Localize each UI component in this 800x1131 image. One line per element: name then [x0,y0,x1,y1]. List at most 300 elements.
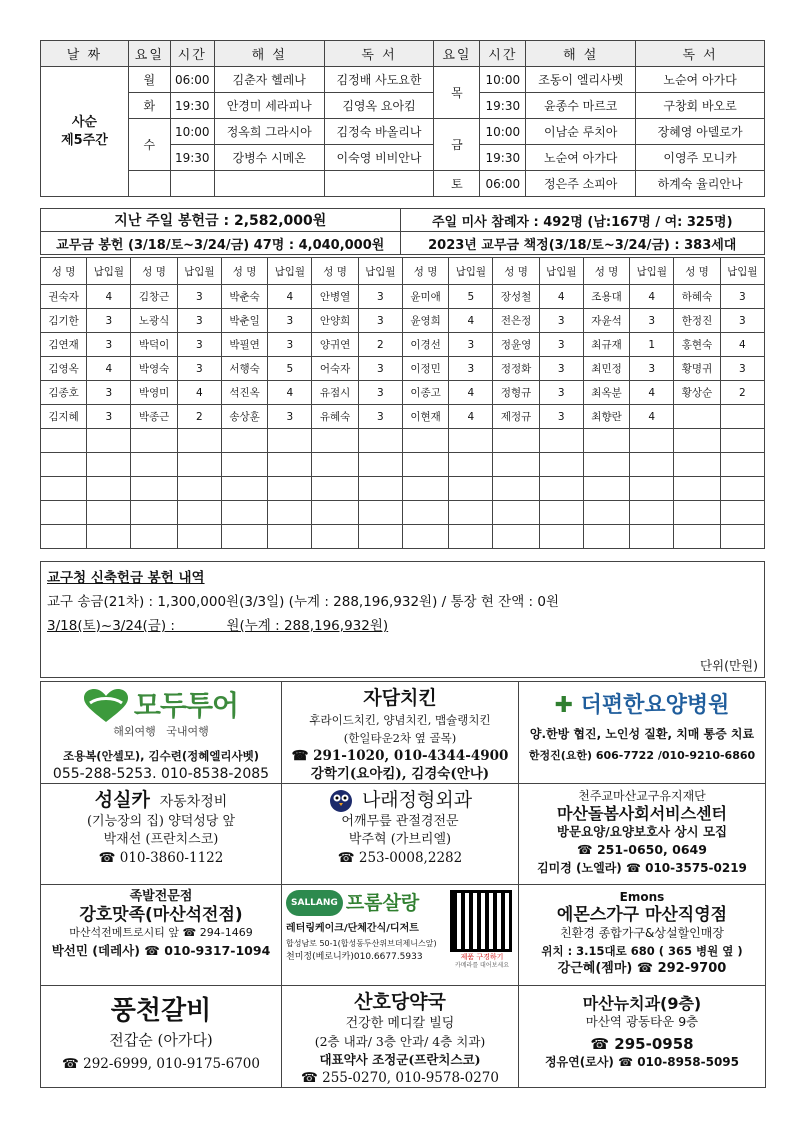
commentary-cell: 노순여 아가다 [526,145,636,171]
table-row [41,333,765,357]
donor-name-cell [221,525,267,549]
donor-name-cell: 이경선 [402,333,448,357]
donor-month-cell: 3 [539,309,583,333]
donor-name-cell [131,429,177,453]
donor-month-cell: 3 [177,309,221,333]
donor-month-cell [539,525,583,549]
col-time: 시간 [170,41,214,67]
donor-table [40,257,765,549]
reading-cell: 구창회 바오로 [636,93,765,119]
table-row [41,405,765,429]
qr-hint: 카메라를 대어보세요 [454,962,510,969]
donor-month-cell: 3 [87,333,131,357]
donor-name-cell: 윤영희 [402,309,448,333]
donor-name-cell: 정윤영 [493,333,539,357]
donor-month-cell: 3 [358,381,402,405]
ad-gangho-jokbal [41,885,282,986]
donor-name-cell [674,525,720,549]
reading-cell: 이영주 모니카 [636,145,765,171]
donor-name-cell: 하혜숙 [674,285,720,309]
donor-name-cell: 유점시 [312,381,358,405]
donor-name-cell: 박종근 [131,405,177,429]
dental-phone: ☎ 295-0958 [590,1035,694,1053]
col-donor-name: 성 명 [312,258,358,285]
donor-month-cell: 3 [358,309,402,333]
donor-name-cell: 권숙자 [41,285,87,309]
pharmacy-owner: 대표약사 조정군(프란치스코) [319,1052,481,1067]
donor-name-cell: 이종고 [402,381,448,405]
donor-name-cell [583,477,629,501]
owl-mascot-icon [328,787,354,813]
donor-name-cell: 황명귀 [674,357,720,381]
ad-jadam-chicken [282,682,519,784]
commentary-cell: 윤종수 마르코 [526,93,636,119]
pharmacy-phone: ☎ 255-0270, 010-9578-0270 [301,1070,499,1086]
donor-month-cell: 3 [449,333,493,357]
donor-month-cell: 3 [449,357,493,381]
schedule-header-row [41,41,765,67]
donor-name-cell: 장성철 [493,285,539,309]
donor-month-cell: 3 [177,333,221,357]
donor-month-cell [358,501,402,525]
welfare-name: 마산돌봄사회서비스센터 [556,804,728,823]
donor-name-cell [674,405,720,429]
commentary-cell: 정옥희 그라시아 [214,119,324,145]
diocesan-offering: 교무금 봉헌 (3/18/토~3/24/금) 47명 : 4,040,000원 [41,232,401,255]
donor-month-cell: 3 [177,357,221,381]
donor-month-cell [539,477,583,501]
donor-name-cell [583,429,629,453]
donor-month-cell: 3 [539,357,583,381]
donor-name-cell: 정정화 [493,357,539,381]
reading-cell: 김영옥 요아킴 [324,93,434,119]
donor-name-cell [312,477,358,501]
donor-month-cell [177,501,221,525]
col-donor-name: 성 명 [583,258,629,285]
donor-month-cell [177,477,221,501]
notice-heading: 교구청 신축헌금 봉헌 내역 [47,570,205,586]
col-reading-2: 독 서 [636,41,765,67]
donor-name-cell: 유혜숙 [312,405,358,429]
time-cell: 10:00 [480,67,526,93]
time-cell: 19:30 [170,93,214,119]
car-name: 성실카 [94,789,150,811]
donor-month-cell: 1 [630,333,674,357]
donor-name-cell: 자윤석 [583,309,629,333]
clinic-desc: 어깨무릎 관절경전문 [341,814,459,829]
chicken-name: 자담치킨 [363,687,437,709]
table-row [41,525,765,549]
donor-month-cell: 2 [720,381,764,405]
donor-month-cell [268,525,312,549]
donor-month-cell: 4 [720,333,764,357]
col-donor-month: 납입월 [268,258,312,285]
empty-cell [324,171,434,197]
commentary-cell: 안경미 세라피나 [214,93,324,119]
donor-month-cell: 3 [539,381,583,405]
time-cell: 06:00 [480,171,526,197]
donor-name-cell: 이정민 [402,357,448,381]
donor-name-cell: 박영미 [131,381,177,405]
donor-name-cell: 김창근 [131,285,177,309]
donor-name-cell: 최민정 [583,357,629,381]
donor-name-cell: 박춘일 [221,309,267,333]
donor-month-cell: 4 [449,405,493,429]
donor-month-cell: 2 [358,333,402,357]
donor-month-cell: 3 [358,285,402,309]
col-reading: 독 서 [324,41,434,67]
donor-month-cell [358,453,402,477]
table-row [41,477,765,501]
donor-month-cell [539,429,583,453]
donor-month-cell [630,453,674,477]
col-donor-month: 납입월 [358,258,402,285]
pharmacy-floors: (2층 내과/ 3층 안과/ 4층 치과) [314,1034,486,1049]
donor-name-cell [402,477,448,501]
empty-cell [128,171,170,197]
donor-month-cell [87,501,131,525]
donor-name-cell: 어숙자 [312,357,358,381]
donor-name-cell: 황상순 [674,381,720,405]
donor-name-cell [583,501,629,525]
galbi-name: 풍천갈비 [110,996,212,1026]
time-cell: 06:00 [170,67,214,93]
table-row [41,453,765,477]
reading-cell: 김정숙 바올리나 [324,119,434,145]
donor-month-cell [720,477,764,501]
donor-month-cell: 3 [268,405,312,429]
table-row [41,309,765,333]
commentary-cell: 이남순 루치아 [526,119,636,145]
donor-month-cell: 5 [449,285,493,309]
period-week: 제5주간 [61,132,108,148]
donor-name-cell: 송상훈 [221,405,267,429]
ad-seongsil-car [41,784,282,885]
donor-month-cell [177,429,221,453]
donor-name-cell: 안양희 [312,309,358,333]
donor-name-cell [221,501,267,525]
donor-name-cell [131,453,177,477]
donor-name-cell [131,525,177,549]
donor-month-cell: 3 [720,285,764,309]
emons-location: 위치 : 3.15대로 680 ( 365 병원 옆 ) [541,944,743,958]
donor-month-cell: 3 [87,381,131,405]
donor-name-cell [131,501,177,525]
emons-name: 에몬스가구 마산직영점 [556,905,728,925]
pharmacy-name: 산호당약국 [354,991,446,1013]
donor-name-cell [402,429,448,453]
donor-name-cell: 서행숙 [221,357,267,381]
donor-month-cell [87,429,131,453]
weekday-cell: 수 [128,119,170,171]
donor-name-cell [493,477,539,501]
donor-name-cell: 박춘숙 [221,285,267,309]
clinic-phone: ☎ 253-0008,2282 [337,850,463,866]
table-row [41,381,765,405]
donor-name-cell: 김연재 [41,333,87,357]
donor-month-cell: 3 [358,405,402,429]
donor-name-cell [131,477,177,501]
donor-name-cell [493,429,539,453]
galbi-phone: ☎ 292-6999, 010-9175-6700 [62,1056,260,1072]
period-cell [41,67,129,197]
donor-name-cell: 최규재 [583,333,629,357]
donor-month-cell: 4 [630,285,674,309]
welfare-org: 천주교마산교구유지재단 [578,789,706,803]
col-date: 날 짜 [41,41,129,67]
donor-name-cell [312,453,358,477]
welfare-phone: ☎ 251-0650, 0649 [577,842,707,857]
donor-name-cell [402,525,448,549]
donor-month-cell: 4 [177,381,221,405]
donor-month-cell: 4 [449,309,493,333]
donor-name-cell [312,501,358,525]
col-donor-name: 성 명 [402,258,448,285]
donor-name-cell: 석진옥 [221,381,267,405]
donor-name-cell: 최향란 [583,405,629,429]
donor-name-cell [674,453,720,477]
empty-cell [170,171,214,197]
col-time-2: 시간 [480,41,526,67]
reading-cell: 하계숙 율리안나 [636,171,765,197]
chicken-desc: 후라이드치킨, 양념치킨, 맵슐랭치킨 [309,713,491,727]
time-cell: 10:00 [480,119,526,145]
time-cell: 10:00 [170,119,214,145]
qr-caption: 제품 구경하기 [460,953,504,961]
donor-month-cell: 3 [720,309,764,333]
donor-name-cell [41,477,87,501]
donor-month-cell: 3 [720,357,764,381]
table-row [41,285,765,309]
ad-masan-new-dental [519,986,766,1088]
car-owner: 박재선 (프란치스코) [103,832,219,847]
donor-month-cell [268,501,312,525]
table-row [41,171,765,197]
donor-name-cell [583,453,629,477]
diocesan-assessment: 2023년 교무금 책정(3/18/토~3/24/금) : 383세대 [400,232,764,255]
donor-month-cell [268,477,312,501]
offering-summary-table [40,208,765,255]
donor-month-cell [358,429,402,453]
donor-name-cell [674,501,720,525]
notice-line-1: 교구 송금(21차) : 1,300,000원(3/3일) (누계 : 288,196,932원) / 통장 현 잔액 : 0원 [47,594,560,610]
hospital-contact: 한정진(요한) 606-7722 /010-9210-6860 [528,749,756,762]
donor-month-cell: 4 [268,381,312,405]
emons-contact: 강근혜(젬마) ☎ 292-9700 [557,961,727,976]
mass-attendance: 주일 미사 참례자 : 492명 (남:167명 / 여: 325명) [400,209,764,232]
donor-name-cell: 정형규 [493,381,539,405]
weekday-cell: 목 [434,67,480,119]
building-fund-notice [40,561,765,678]
table-row [41,119,765,145]
notice-unit: 단위(만원) [699,658,758,673]
donor-month-cell [449,453,493,477]
bakery-owner: 천미정(베로니카)010.6677.5933 [286,952,423,962]
clinic-doctor: 박주혁 (가브리엘) [348,832,452,847]
donor-month-cell [720,429,764,453]
col-donor-month: 납입월 [87,258,131,285]
donor-name-cell: 김기한 [41,309,87,333]
col-donor-name: 성 명 [41,258,87,285]
donor-month-cell: 3 [539,405,583,429]
commentary-cell: 조동이 엘리사벳 [526,67,636,93]
chicken-location: (한일타운2차 옆 골목) [343,731,457,745]
ad-narae-clinic [282,784,519,885]
donor-name-cell [41,525,87,549]
donor-name-cell: 제정규 [493,405,539,429]
donor-name-cell [221,429,267,453]
col-commentary-2: 해 설 [526,41,636,67]
donor-name-cell: 홍현숙 [674,333,720,357]
ad-sanho-pharmacy [282,986,519,1088]
donor-month-cell: 4 [449,381,493,405]
donor-month-cell: 3 [358,357,402,381]
donor-month-cell: 2 [177,405,221,429]
jokbal-name: 강호맛족(마산석전점) [79,905,243,925]
ad-pungcheon-galbi [41,986,282,1088]
donor-month-cell [268,453,312,477]
donor-month-cell [630,501,674,525]
ad-emons-furniture [519,885,766,986]
time-cell: 19:30 [170,145,214,171]
col-donor-month: 납입월 [539,258,583,285]
donor-month-cell [87,525,131,549]
donor-name-cell: 김지혜 [41,405,87,429]
table-row [41,67,765,93]
donor-name-cell: 조용대 [583,285,629,309]
donor-month-cell [87,453,131,477]
clinic-name: 나래정형외과 [361,789,473,811]
welfare-desc: 방문요양/요양보호사 상시 모집 [556,824,728,839]
time-cell: 19:30 [480,93,526,119]
ads-grid [40,681,766,1088]
donor-name-cell: 한정진 [674,309,720,333]
donor-name-cell: 노광식 [131,309,177,333]
donor-name-cell [312,525,358,549]
donor-name-cell: 안병열 [312,285,358,309]
ad-hospital [519,682,766,784]
donor-name-cell [221,477,267,501]
donor-name-cell [674,429,720,453]
col-donor-month: 납입월 [177,258,221,285]
heart-logo-icon [84,689,128,723]
reading-cell: 이숙영 비비안나 [324,145,434,171]
donor-name-cell [493,453,539,477]
emons-desc: 친환경 종합가구&상설할인매장 [560,926,724,940]
donor-month-cell: 3 [268,333,312,357]
bakery-address: 합성남로 50-1(합성동두산위브더제니스앞) [286,939,437,948]
jokbal-location: 마산석전메트로시티 앞 ☎ 294-1469 [69,926,253,939]
pharmacy-desc: 건강한 메디칼 빌딩 [345,1016,455,1031]
reading-cell: 김정배 사도요한 [324,67,434,93]
dental-contact: 정유연(로사) ☎ 010-8958-5095 [544,1055,740,1069]
welfare-contact: 김미경 (노엘라) ☎ 010-3575-0219 [537,861,747,875]
weekday-cell: 화 [128,93,170,119]
donor-month-cell: 4 [87,357,131,381]
table-row [41,501,765,525]
donor-name-cell: 박덕이 [131,333,177,357]
hospital-desc: 양.한방 협진, 노인성 질환, 치매 통증 치료 [529,727,755,741]
donor-month-cell [358,477,402,501]
donor-month-cell: 4 [87,285,131,309]
donor-month-cell [630,477,674,501]
commentary-cell: 강병수 시메온 [214,145,324,171]
bakery-name: 프롬살랑 [345,892,420,914]
col-donor-name: 성 명 [221,258,267,285]
donor-name-cell: 전은정 [493,309,539,333]
weekday-cell: 월 [128,67,170,93]
weekday-cell: 토 [434,171,480,197]
modu-logo-text: 모두투어 [133,689,239,722]
donor-month-cell [449,525,493,549]
donor-name-cell: 박영숙 [131,357,177,381]
donor-name-cell [41,429,87,453]
last-sunday-offering: 지난 주일 봉헌금 : 2,582,000원 [41,209,401,232]
donor-month-cell [539,501,583,525]
donor-month-cell: 4 [630,381,674,405]
notice-line-2: 3/18(토)~3/24(금) : 원(누계 : 288,196,932원) [47,618,389,634]
donor-month-cell: 3 [630,309,674,333]
qr-code-icon[interactable] [450,890,512,952]
donor-month-cell [720,501,764,525]
donor-name-cell [402,501,448,525]
galbi-owner: 전갑순 (아가다) [109,1031,213,1049]
commentary-cell: 정은주 소피아 [526,171,636,197]
donor-month-cell [449,429,493,453]
donor-header-row [41,258,765,285]
donor-month-cell [539,453,583,477]
ad-welfare-center [519,784,766,885]
donor-month-cell [87,477,131,501]
donor-name-cell [402,453,448,477]
donor-name-cell [41,453,87,477]
donor-month-cell [358,525,402,549]
donor-name-cell [493,501,539,525]
donor-month-cell [268,429,312,453]
donor-name-cell [41,501,87,525]
donor-month-cell [177,525,221,549]
donor-month-cell: 3 [268,309,312,333]
modu-sub: 해외여행 국내여행 [113,725,209,738]
donor-month-cell [720,453,764,477]
hospital-name: 더편한요양병원 [580,693,730,718]
dental-location: 마산역 광동타운 9층 [585,1014,699,1029]
donor-month-cell [630,429,674,453]
col-donor-month: 납입월 [630,258,674,285]
chicken-owner: 강학기(요아킴), 김경숙(안나) [310,766,490,782]
col-donor-name: 성 명 [493,258,539,285]
donor-month-cell [720,525,764,549]
bakery-desc: 레터링케이크/단체간식/디저트 [286,923,419,934]
donor-month-cell [177,453,221,477]
car-type: 자동차정비 [159,794,228,810]
modu-contact: 조용복(안셀모), 김수련(정혜엘리사벳) [62,749,260,763]
table-row [41,93,765,119]
ad-modu-tour [41,682,282,784]
sallang-brand: SALLANG [286,890,343,916]
donor-month-cell: 3 [630,357,674,381]
col-donor-month: 납입월 [720,258,764,285]
reader-schedule-table [40,40,765,197]
donor-month-cell [449,501,493,525]
donor-month-cell: 3 [87,405,131,429]
donor-name-cell [493,525,539,549]
donor-month-cell [720,405,764,429]
donor-month-cell: 3 [539,333,583,357]
dental-name: 마산뉴치과(9층) [582,994,702,1013]
donor-month-cell: 3 [177,285,221,309]
period-label: 사순 [71,114,97,130]
